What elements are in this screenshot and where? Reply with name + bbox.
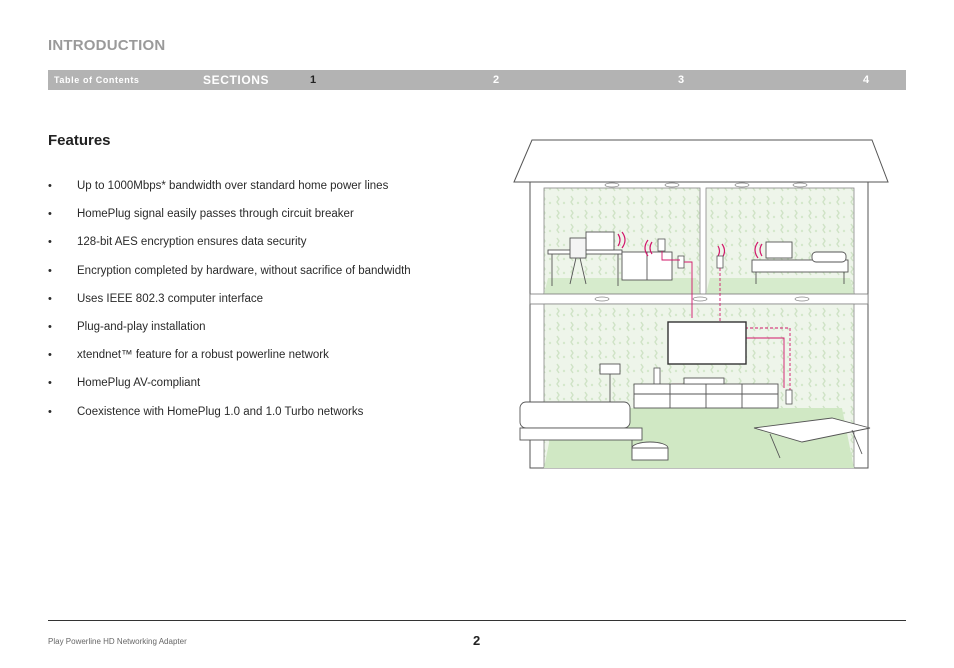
list-item: • HomePlug AV-compliant [48,377,201,390]
footer-divider [48,620,906,621]
list-item: • Uses IEEE 802.3 computer interface [48,292,264,305]
feature-text: Encryption completed by hardware, without sacrifice of bandwidth [77,264,411,277]
table-of-contents-link[interactable]: Table of Contents [54,75,140,85]
section-1-link[interactable]: 1 [310,74,317,86]
footer-product-name: Play Powerline HD Networking Adapter [48,637,187,646]
list-item: • Up to 1000Mbps* bandwidth over standard home power lines [48,180,389,192]
feature-text: xtendnet™ feature for a robust powerline network [77,349,329,362]
list-item: • Encryption completed by hardware, without sacrifice of bandwidth [48,264,411,277]
features-list [48,178,411,432]
section-4-link[interactable]: 4 [863,74,870,86]
feature-text: HomePlug signal easily passes through circuit breaker [77,208,354,221]
feature-text: Plug-and-play installation [77,320,206,333]
features-heading: Features [48,132,111,149]
page-number: 2 [473,633,481,648]
feature-text: Up to 1000Mbps* bandwidth over standard home power lines [77,180,389,192]
feature-text: 128-bit AES encryption ensures data security [77,236,307,249]
roof [514,140,888,182]
feature-text: Coexistence with HomePlug 1.0 and 1.0 Turbo networks [77,405,364,418]
section-title: INTRODUCTION [48,37,166,54]
list-item: • Plug-and-play installation [48,320,206,333]
tv-icon [668,322,746,364]
section-nav-bar [48,70,906,90]
section-3-link[interactable]: 3 [678,74,685,86]
house-network-illustration [512,138,892,473]
sections-label: SECTIONS [203,73,270,87]
section-2-link[interactable]: 2 [493,74,500,86]
list-item: • 128-bit AES encryption ensures data security [48,236,307,249]
list-item: • HomePlug signal easily passes through circuit breaker [48,208,354,221]
list-item: • Coexistence with HomePlug 1.0 and 1.0 Turbo networks [48,405,364,418]
feature-text: Uses IEEE 802.3 computer interface [77,292,264,305]
feature-text: HomePlug AV-compliant [77,377,201,390]
list-item: • xtendnet™ feature for a robust powerline network [48,349,329,362]
